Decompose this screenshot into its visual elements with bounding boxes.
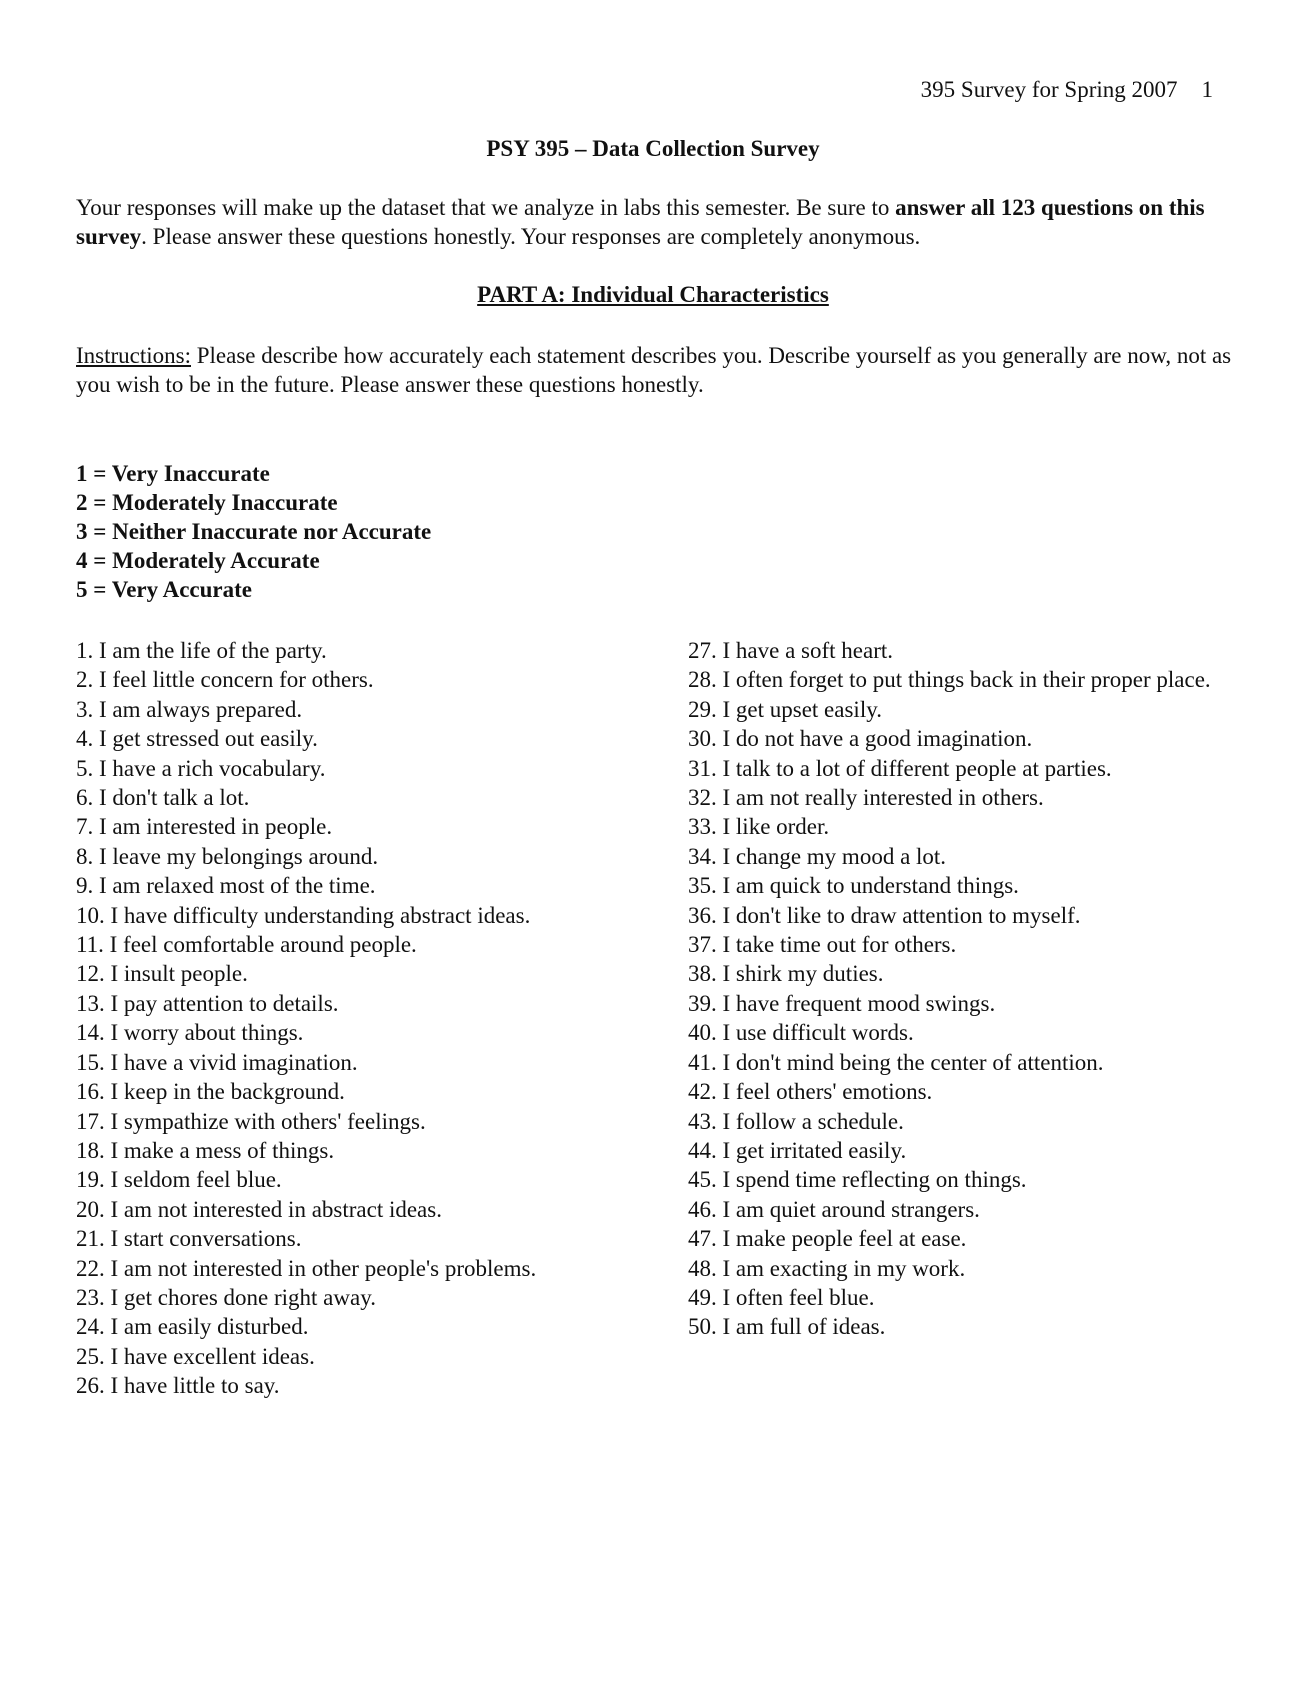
survey-item: 34. I change my mood a lot. (688, 843, 947, 869)
survey-item: 41. I don't mind being the center of attention. (688, 1049, 1104, 1075)
survey-item: 27. I have a soft heart. (688, 638, 894, 663)
instructions-paragraph (76, 341, 1236, 399)
survey-item: 44. I get irritated easily. (688, 1137, 907, 1163)
survey-item: 13. I pay attention to details. (76, 990, 339, 1016)
intro-emphasis: answer all 123 questions on this survey (76, 195, 1205, 249)
survey-item: 42. I feel others' emotions. (688, 1079, 933, 1105)
items-left-column (76, 636, 636, 1401)
survey-item: 3. I am always prepared. (76, 696, 303, 722)
instructions-label: Instructions: (76, 343, 191, 368)
survey-item: 35. I am quick to understand things. (688, 873, 1019, 899)
survey-item: 10. I have difficulty understanding abstract ideas. (76, 902, 531, 928)
survey-item: 49. I often feel blue. (688, 1284, 875, 1310)
survey-item: 33. I like order. (688, 814, 830, 840)
survey-item: 19. I seldom feel blue. (76, 1167, 282, 1193)
survey-item: 50. I am full of ideas. (688, 1314, 886, 1340)
survey-item: 22. I am not interested in other people's problems. (76, 1255, 537, 1281)
page-number: 1 (1201, 77, 1213, 102)
survey-item: 46. I am quiet around strangers. (688, 1196, 980, 1222)
intro-paragraph (76, 193, 1236, 251)
running-title: 395 Survey for Spring 2007 (920, 77, 1178, 102)
section-heading: PART A: Individual Characteristics (477, 282, 829, 307)
survey-item: 37. I take time out for others. (688, 932, 957, 958)
survey-item: 29. I get upset easily. (688, 696, 882, 722)
survey-item: 25. I have excellent ideas. (76, 1343, 315, 1369)
survey-item: 38. I shirk my duties. (688, 961, 884, 987)
survey-item: 20. I am not interested in abstract ideas. (76, 1196, 442, 1222)
survey-item: 7. I am interested in people. (76, 814, 333, 840)
intro-text-1: Your responses will make up the dataset that we analyze in labs this semester. Be sure to (76, 195, 896, 220)
survey-item: 32. I am not really interested in others. (688, 785, 1044, 811)
survey-item: 8. I leave my belongings around. (76, 843, 379, 869)
survey-item: 17. I sympathize with others' feelings. (76, 1108, 426, 1134)
survey-item: 23. I get chores done right away. (76, 1284, 376, 1310)
survey-item: 47. I make people feel at ease. (688, 1226, 967, 1252)
survey-item: 14. I worry about things. (76, 1020, 304, 1046)
rating-scale (76, 459, 431, 604)
scale-item: 4 = Moderately Accurate (76, 548, 320, 573)
survey-item: 5. I have a rich vocabulary. (76, 755, 326, 781)
scale-item: 1 = Very Inaccurate (76, 461, 270, 486)
document-title: PSY 395 – Data Collection Survey (486, 136, 820, 161)
survey-item: 1. I am the life of the party. (76, 638, 327, 663)
survey-item: 48. I am exacting in my work. (688, 1255, 966, 1281)
intro-text-2: . Please answer these questions honestly. Your responses are completely anonymous. (141, 224, 921, 249)
survey-item: 11. I feel comfortable around people. (76, 932, 417, 958)
survey-item: 6. I don't talk a lot. (76, 785, 250, 811)
survey-item: 36. I don't like to draw attention to myself. (688, 902, 1081, 928)
instructions-text: Please describe how accurately each statement describes you. Describe yourself as you generally are now, not as you wish to be in the future. Please answer these questions honestly. (76, 343, 1232, 397)
survey-item: 16. I keep in the background. (76, 1079, 345, 1105)
survey-item: 43. I follow a schedule. (688, 1108, 904, 1134)
survey-item: 18. I make a mess of things. (76, 1137, 335, 1163)
survey-item: 9. I am relaxed most of the time. (76, 873, 376, 899)
survey-item: 12. I insult people. (76, 961, 248, 987)
scale-item: 5 = Very Accurate (76, 577, 252, 602)
survey-item: 2. I feel little concern for others. (76, 667, 374, 693)
survey-item: 21. I start conversations. (76, 1226, 302, 1252)
page-header (921, 77, 1213, 103)
items-right-column (688, 636, 1228, 1342)
survey-item: 15. I have a vivid imagination. (76, 1049, 358, 1075)
survey-item: 31. I talk to a lot of different people at parties. (688, 755, 1112, 781)
survey-item: 4. I get stressed out easily. (76, 726, 318, 752)
survey-item: 30. I do not have a good imagination. (688, 726, 1033, 752)
survey-item: 40. I use difficult words. (688, 1020, 914, 1046)
survey-item: 24. I am easily disturbed. (76, 1314, 309, 1340)
survey-item: 39. I have frequent mood swings. (688, 990, 996, 1016)
survey-item: 45. I spend time reflecting on things. (688, 1167, 1027, 1193)
scale-item: 2 = Moderately Inaccurate (76, 490, 338, 515)
scale-item: 3 = Neither Inaccurate nor Accurate (76, 519, 432, 544)
survey-item: 28. I often forget to put things back in their proper place. (688, 667, 1211, 693)
survey-item: 26. I have little to say. (76, 1373, 280, 1399)
